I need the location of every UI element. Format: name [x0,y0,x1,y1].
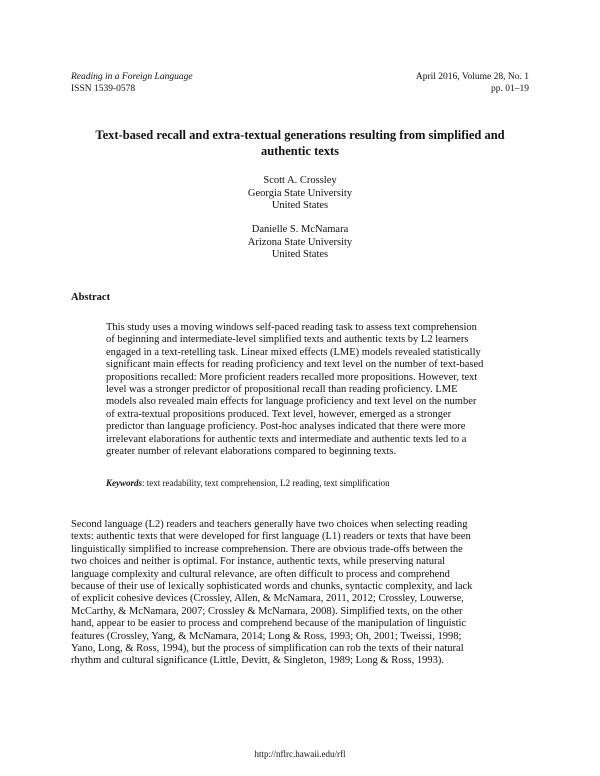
keywords-label: Keywords [106,478,142,488]
running-header-left [71,71,193,95]
title-line: Text-based recall and extra-textual generations resulting from simplified and [95,128,505,142]
body-paragraph [71,519,533,668]
keywords-text: : text readability, text comprehension, L2 reading, text simplification [142,478,390,488]
running-header-right [416,71,529,95]
abstract-line: This study uses a moving windows self-paced reading task to assess text comprehension [106,322,477,333]
body-line: Yano, Long, & Ross, 1994), but the process of simplification can rob the texts of their natural [71,643,464,655]
author-affiliation: Arizona State University [247,236,353,248]
issn: ISSN 1539-0578 [71,84,136,94]
abstract-line: greater number of relevant elaborations compared to beginning texts. [106,446,397,458]
author-affiliation: Georgia State University [247,187,353,199]
author-name: Danielle S. McNamara [251,224,349,235]
author-country: United States [271,249,329,260]
footer-url: http://nflrc.hawaii.edu/rfl [254,749,346,759]
body-line: language complexity and cultural relevance, are often difficult to process and comprehend [71,568,450,580]
abstract-heading: Abstract [71,292,111,303]
author-block [100,175,500,213]
body-line: Second language (L2) readers and teachers generally have two choices when selecting reading [71,519,468,530]
abstract-line: of extra-textual propositions produced. Text level, however, emerged as a stronger [106,408,452,420]
body-line: two choices and neither is optimal. For instance, authentic texts, while preserving natural [71,556,446,568]
page-range: pp. 01–19 [491,84,529,94]
body-line: of explicit cohesive devices (Crossley, Allen, & McNamara, 2011, 2012; Crossley, Louwerse, [71,593,464,605]
abstract-line: significant main effects for reading proficiency and text level on the number of text-based [106,359,484,371]
body-line: hand, appear to be easier to process and comprehend because of the manipulation of linguistic [71,618,467,630]
author-country: United States [271,200,329,211]
author-name: Scott A. Crossley [263,175,337,186]
abstract-line: of beginning and intermediate-level simplified texts and authentic texts by L2 learners [106,334,469,346]
body-line: features (Crossley, Yang, & McNamara, 2014; Long & Ross, 1993; Oh, 2001; Tweissi, 1998; [71,630,462,642]
abstract-body [106,322,526,458]
abstract-line: predictor than language proficiency. Post-hoc analyses indicated that there were more [106,421,466,433]
abstract-line: propositions recalled: More proficient readers recalled more propositions. However, text [106,371,478,383]
body-line: because of their use of lexically sophisticated words and chunks, syntactic complexity, and lack [71,581,473,593]
abstract-line: irrelevant elaborations for authentic texts and intermediate and authentic texts led to a [106,433,467,445]
body-line: linguistically simplified to increase comprehension. There are obvious trade-offs between the [71,543,463,555]
body-line: McCarthy, & McNamara, 2007; Crossley & McNamara, 2008). Simplified texts, on the other [71,605,463,617]
issue-info: April 2016, Volume 28, No. 1 [415,72,529,82]
paper-title [60,127,540,159]
abstract-line: engaged in a text-retelling task. Linear mixed effects (LME) models revealed statistically [106,346,481,358]
abstract-line: models also revealed main effects for language proficiency and text level on the number [106,396,477,408]
journal-name: Reading in a Foreign Language [71,72,193,82]
body-line: texts: authentic texts that were developed for first language (L1) readers or texts that have been [71,531,471,543]
body-line: rhythm and cultural significance (Little, Devitt, & Singleton, 1989; Long & Ross, 1993). [71,655,444,667]
title-line: authentic texts [260,144,340,158]
keywords-line [106,478,526,488]
abstract-line: level was a stronger predictor of propositional recall than reading proficiency. LME [106,384,458,396]
author-block [100,224,500,262]
